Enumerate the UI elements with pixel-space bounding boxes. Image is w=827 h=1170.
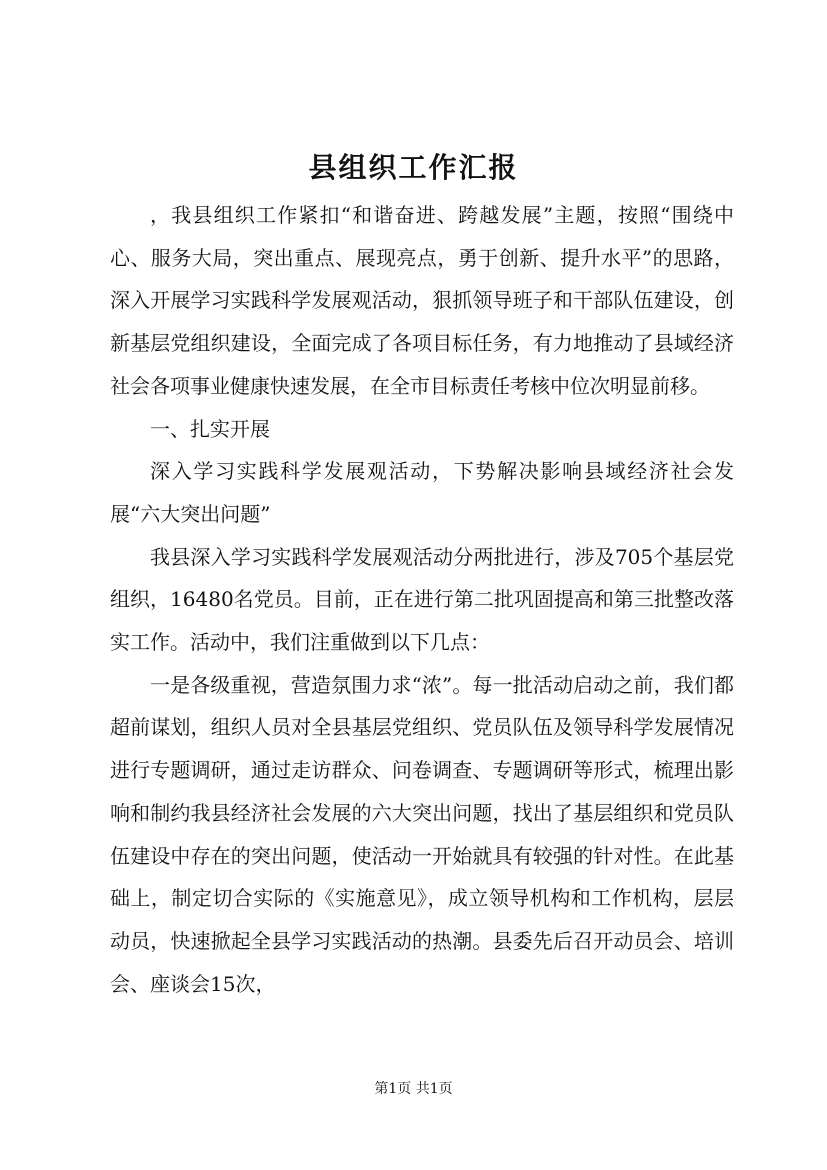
- page-footer: 第1页 共1页: [374, 1081, 453, 1097]
- paragraph-intro: ，我县组织工作紧扣“和谐奋进、跨越发展”主题，按照“围绕中心、服务大局，突出重点、展现亮点，勇于创新、提升水平”的思路，深入开展学习实践科学发展观活动，狠抓领导班子和干部队伍建设，创新基层党组织建设，全面完成了各项目标任务，有力地推动了县域经济社会各项事业健康快速发展，在全市目标责任考核中位次明显前移。: [110, 203, 734, 398]
- document-body: [110, 194, 734, 1005]
- section-subheading: 深入学习实践科学发展观活动，下势解决影响县域经济社会发展“六大突出问题”: [110, 459, 734, 526]
- paragraph-point-one: 一是各级重视，营造氛围力求“浓”。每一批活动启动之前，我们都超前谋划，组织人员对全县基层党组织、党员队伍及领导科学发展情况进行专题调研，通过走访群众、问卷调查、专题调研等形式，梳理出影响和制约我县经济社会发展的六大突出问题，找出了基层组织和党员队伍建设中存在的突出问题，使活动一开始就具有较强的针对性。在此基础上，制定切合实际的《实施意见》，成立领导机构和工作机构，层层动员，快速掀起全县学习实践活动的热潮。县委先后召开动员会、培训会、座谈会15次，: [110, 672, 734, 996]
- document-title: 县组织工作汇报: [308, 151, 519, 184]
- paragraph-overview: 我县深入学习实践科学发展观活动分两批进行，涉及705个基层党组织，16480名党员。目前，正在进行第二批巩固提高和第三批整改落实工作。活动中，我们注重做到以下几点：: [110, 544, 734, 655]
- section-heading: 一、扎实开展: [150, 416, 270, 441]
